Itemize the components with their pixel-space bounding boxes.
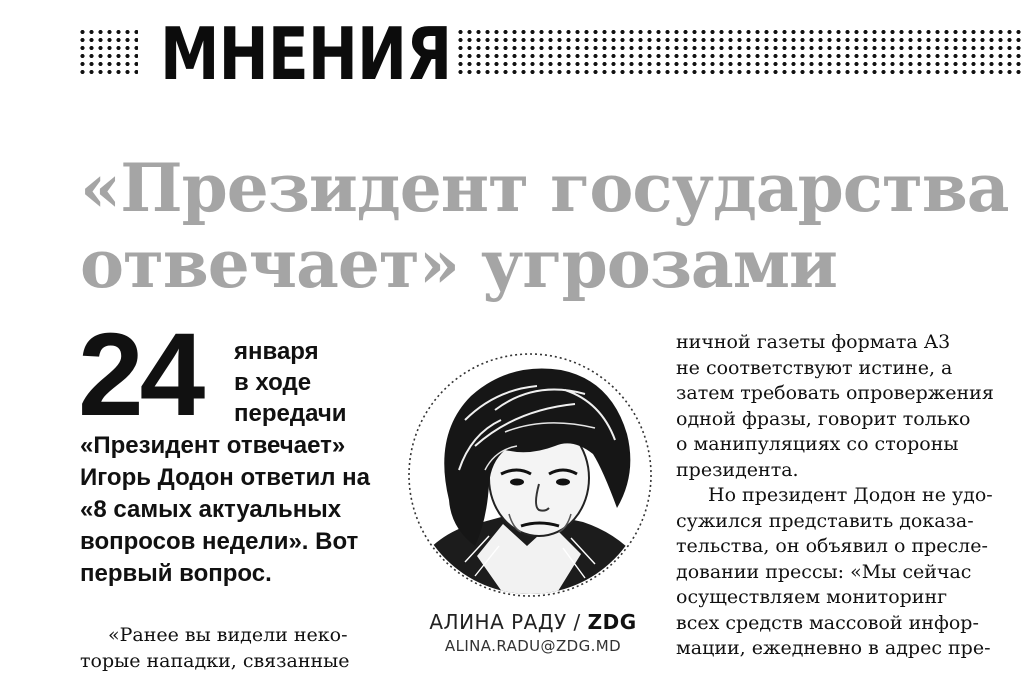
lead-line: первый вопрос.	[80, 560, 272, 587]
headline-line-1: «Президент государства	[80, 149, 1009, 227]
author-portrait	[405, 350, 655, 600]
dot-pattern-left	[78, 28, 138, 78]
body-line: довании прессы: «Мы сейчас	[676, 560, 972, 583]
body-line: торые нападки, связанные	[80, 650, 350, 672]
lead-text-rest	[80, 430, 400, 590]
body-column-left	[80, 622, 380, 674]
body-line: осуществляем мониторинг	[676, 586, 948, 608]
lead-line: «Президент отвечает»	[80, 432, 346, 459]
body-line: президента.	[676, 458, 799, 481]
lead-line: вопросов недели». Вот	[80, 528, 359, 555]
body-line: Но президент Додон не удо-	[708, 484, 993, 506]
lead-text-top	[234, 336, 374, 429]
lead-day-number: 24	[78, 309, 202, 441]
body-line: «Ранее вы видели неко-	[108, 624, 348, 646]
body-line: сужился представить доказа-	[676, 509, 974, 532]
body-line: затем требовать опровержения	[676, 382, 994, 404]
lead-line: передачи	[234, 400, 347, 427]
author-name: АЛИНА РАДУ /	[429, 610, 588, 634]
body-line: о манипуляциях со стороны	[676, 433, 959, 455]
lead-line: января	[234, 338, 319, 365]
lead-line: в ходе	[234, 369, 312, 396]
body-column-right	[676, 330, 996, 662]
article-headline	[80, 150, 1020, 302]
body-line: ничной газеты формата А3	[676, 331, 951, 353]
section-title: МНЕНИЯ	[160, 12, 452, 96]
author-outlet: ZDG	[587, 610, 637, 634]
body-line: одной фразы, говорит только	[676, 407, 971, 430]
headline-line-2: отвечает» угрозами	[80, 225, 837, 303]
dot-pattern-right	[456, 28, 1024, 78]
body-line: не соответствуют истине, а	[676, 356, 953, 379]
lead-line: «8 самых актуальных	[80, 496, 342, 523]
body-line: мации, ежедневно в адрес пре-	[676, 637, 991, 659]
author-byline	[410, 610, 656, 634]
lead-line: Игорь Додон ответил на	[80, 464, 371, 491]
author-email: ALINA.RADU@ZDG.MD	[444, 637, 622, 655]
body-line: всех средств массовой инфор-	[676, 611, 979, 634]
body-line: тельства, он объявил о пресле-	[676, 535, 988, 557]
